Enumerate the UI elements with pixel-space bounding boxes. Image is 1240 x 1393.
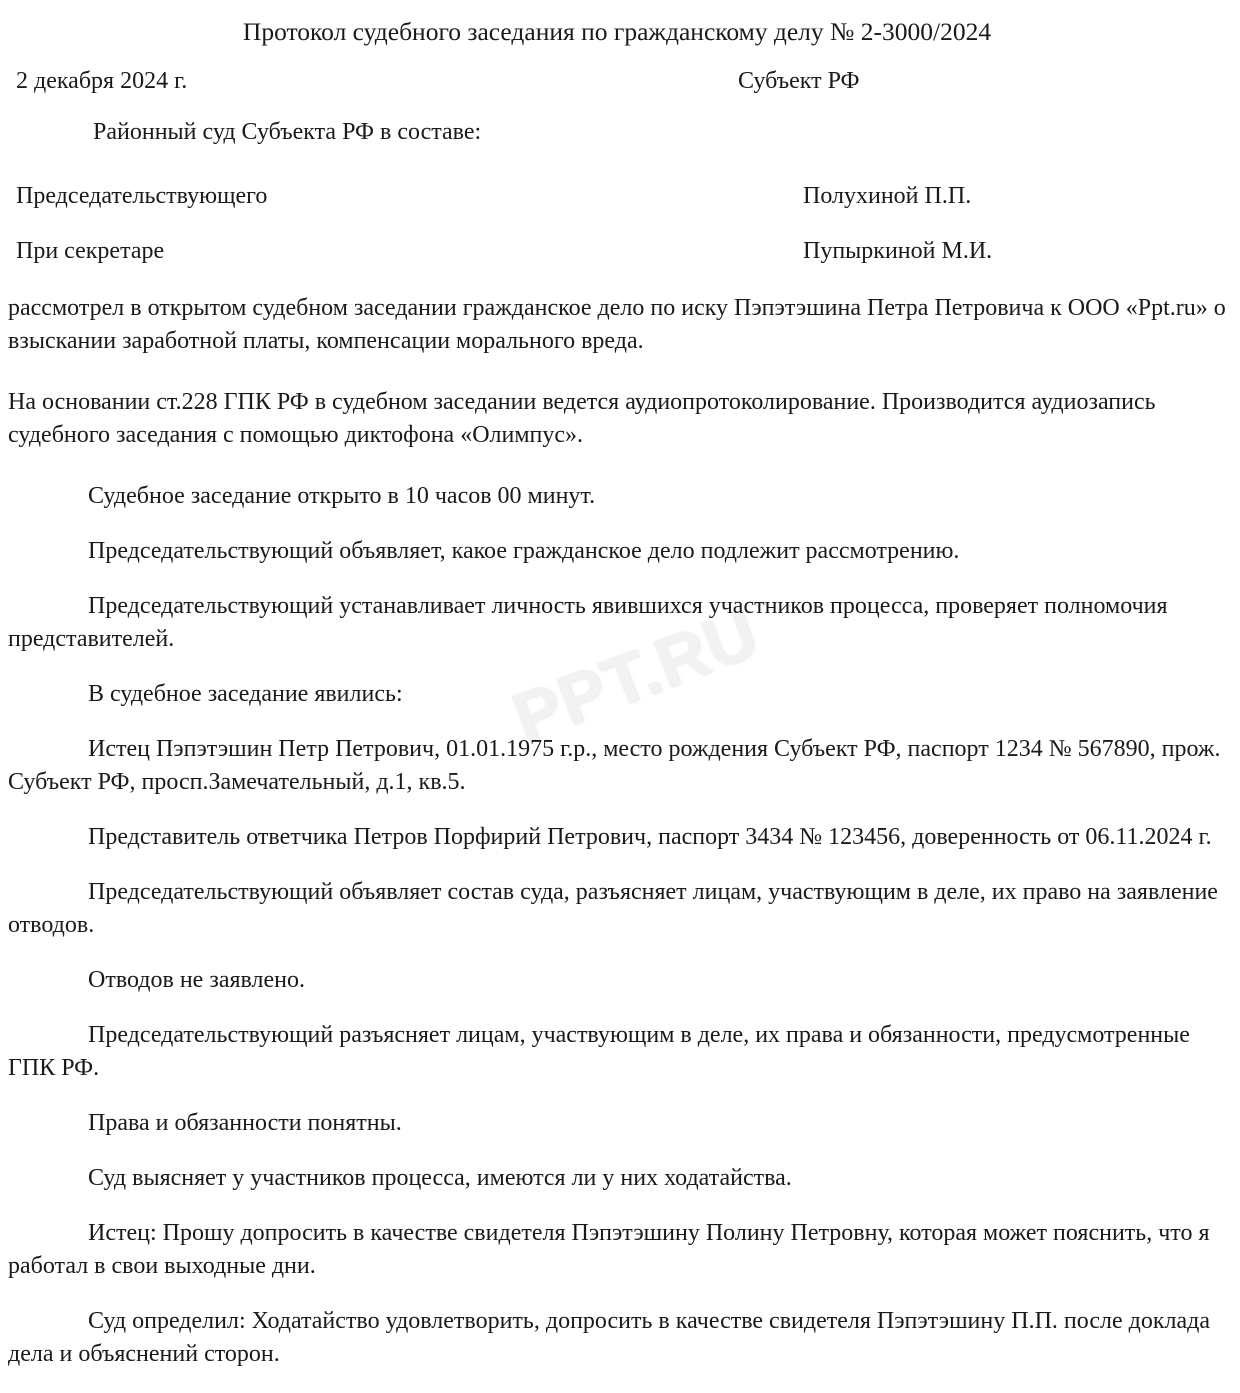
document-content [8,0,1226,1371]
paragraph-session-opened: Судебное заседание открыто в 10 часов 00 минут. [88,482,596,509]
page-title: Протокол судебного заседания по гражданскому делу № 2-3000/2024 [242,17,992,46]
spacer [8,1085,1226,1107]
composition-name-value: Полухиной П.П. [803,182,972,209]
spacer [8,1195,1226,1217]
paragraph-no-challenges: Отводов не заявлено. [88,966,305,993]
spacer [8,147,1226,169]
paragraph-plaintiff-motion: Истец: Прошу допросить в качестве свидетеля Пэпэтэшину Полину Петровну, которая может пояснить, что я работал в свои выходные дни. [8,1219,1210,1279]
spacer [8,711,1226,733]
spacer [8,358,1226,386]
spacer [8,997,1226,1019]
composition-name-value: Пупыркиной М.И. [803,237,993,264]
spacer [8,799,1226,821]
paragraph-case-subject: рассмотрел в открытом судебном заседании гражданское дело по иску Пэпэтэшина Петра Петровича к ООО «Ppt.ru» о взыскании заработной платы, компенсации морального вреда. [8,294,1226,354]
paragraph-attendees-header: В судебное заседание явились: [88,680,403,707]
spacer [8,1140,1226,1162]
paragraph-motions-inquiry: Суд выясняет у участников процесса, имеются ли у них ходатайства. [88,1164,792,1191]
spacer [8,513,1226,535]
paragraph-identity-check: Председательствующий устанавливает личность явившихся участников процесса, проверяет полномочия представителей. [8,592,1168,652]
paragraph-plaintiff: Истец Пэпэтэшин Петр Петрович, 01.01.1975 г.р., место рождения Субъект РФ, паспорт 1234 № 567890, прож. Субъект РФ, просп.Замечательный, д.1, кв.5. [8,735,1221,795]
spacer [8,1283,1226,1305]
spacer [8,656,1226,678]
paragraph-audio-recording: На основании ст.228 ГПК РФ в судебном заседании ведется аудиопротоколирование. Производится аудиозапись судебного заседания с помощью диктофона «Олимпус». [8,388,1156,448]
spacer [8,854,1226,876]
document-place: Субъект РФ [738,67,860,94]
paragraph-rights-explained: Председательствующий разъясняет лицам, участвующим в деле, их права и обязанности, предусмотренные ГПК РФ. [8,1021,1190,1081]
composition-role-label: При секретаре [16,237,165,264]
composition-row-presiding [8,169,1226,224]
composition-role-label: Председательствующего [16,182,268,209]
paragraph-defendant-representative: Представитель ответчика Петров Порфирий Петрович, паспорт 3434 № 123456, доверенность от 06.11.2024 г. [88,823,1212,850]
date-place-row [8,61,1226,101]
spacer [8,48,1226,61]
spacer [8,452,1226,480]
ppt-ru-watermark: PPT.RU [502,592,768,758]
spacer [8,568,1226,590]
composition-row-secretary [8,224,1226,279]
spacer [8,942,1226,964]
paragraph-announce-composition: Председательствующий объявляет состав суда, разъясняет лицам, участвующим в деле, их право на заявление отводов. [8,878,1218,938]
paragraph-announce-case: Председательствующий объявляет, какое гражданское дело подлежит рассмотрению. [88,537,960,564]
spacer [8,279,1226,292]
paragraph-court-ruling: Суд определил: Ходатайство удовлетворить, допросить в качестве свидетеля Пэпэтэшину П.П. после доклада дела и объяснений сторон. [8,1307,1210,1367]
paragraph-rights-understood: Права и обязанности понятны. [88,1109,402,1136]
court-composition-line: Районный суд Субъекта РФ в составе: [93,118,482,145]
document-date: 2 декабря 2024 г. [16,67,188,94]
